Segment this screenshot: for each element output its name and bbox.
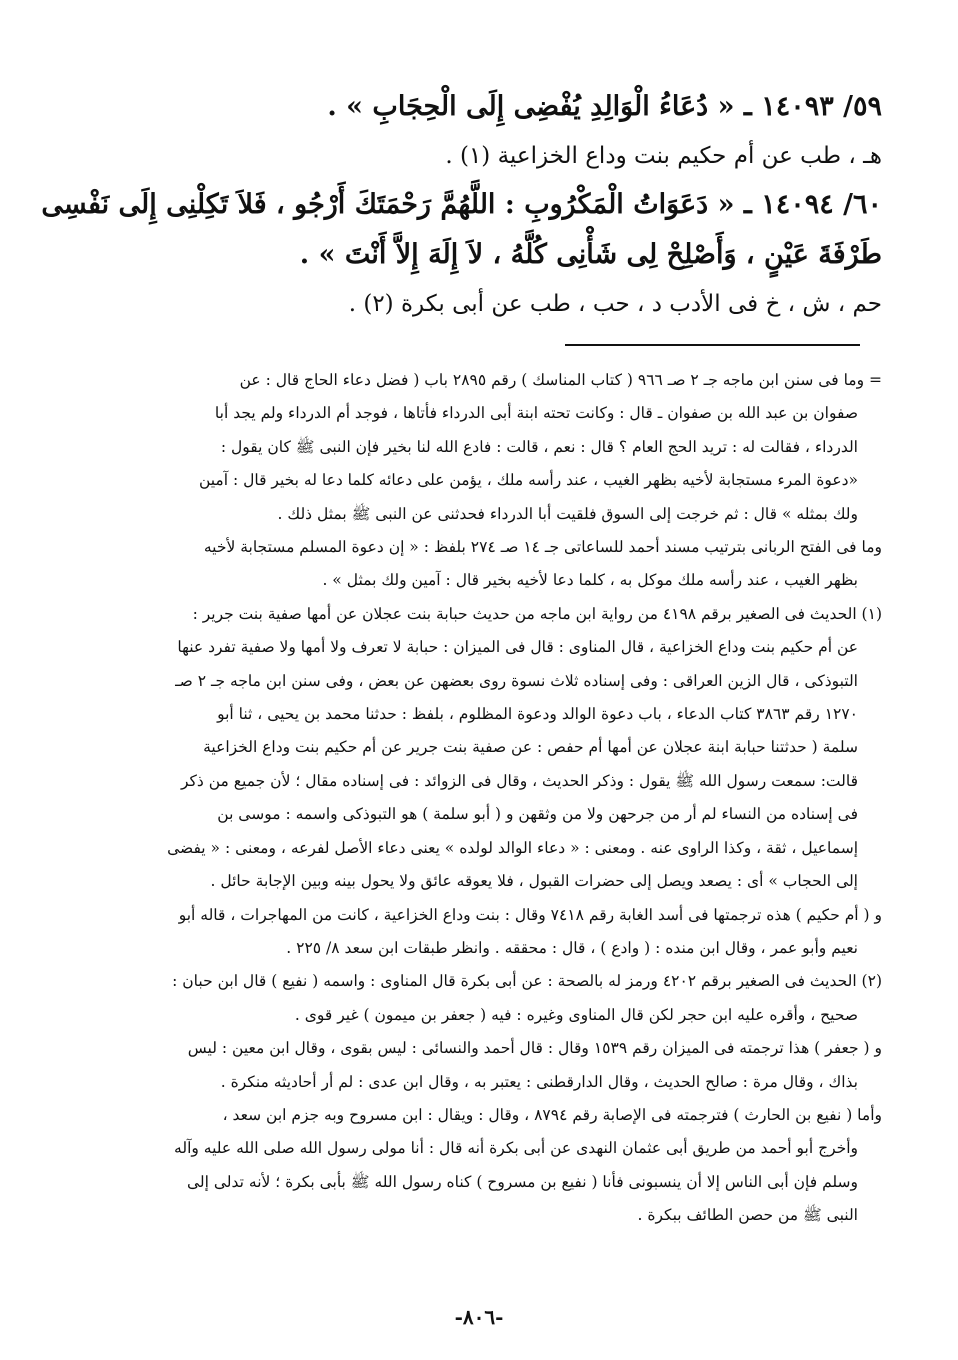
footnote-line: بظهر الغيب ، عند رأسه ملك موكل به ، كلما دعا لأخيه بخير قال : آمين ولك بمثل » . — [322, 571, 858, 590]
footnote-line: ولك بمثله » قال : ثم خرجت إلى السوق فلقيت أبا الدرداء فحدثنى عن النبى ﷺ بمثل ذلك . — [277, 504, 858, 523]
footnote-line: ١٢٧٠ رقم ٣٨٦٣ كتاب الدعاء ، باب دعوة الوالد ودعوة المظلوم ، بلفظ : حدثنا محمد بن يحيى ، ثنا أبو — [217, 705, 858, 724]
footnote-line: عن أم حكيم بنت وداع الخزاعية ، قال المناوى : قال فى الميزان : حبابة لا تعرف ولا أمها ولا صفية تفرد عنها — [177, 638, 858, 657]
footnote-line: وسلم فإن أبى الناس إلا أن ينسبونى فأنا ( نفيع بن مسروح ) كناه رسول الله ﷺ بأبى بكرة ؛ لأنه تدلى إلى — [186, 1172, 858, 1191]
footnote-line: إسماعيل ، ثقة ، وكذا الراوى عنه . ومعنى : « دعاء الوالد لولده » يعنى دعاء الأصل لفرعه ، ومعنى : « يفضى — [167, 838, 858, 857]
page-number: -٨٠٦- — [454, 1305, 504, 1329]
hadith-60-line-1: ٦٠/ ١٤٠٩٤ ـ « دَعَوَاتُ الْمَكْرُوبِ : اللَّهُمَّ رَحْمَتَكَ أَرْجُو ، فَلاَ تَكِلْنِى إِلَى نَفْسِى — [41, 189, 882, 220]
footnote-line: فى إسناده من النساء لم أر من جرحهن ولا من وثقهن و ( أبو سلمة ) هو التبوذكى واسمه : موسى بن — [217, 805, 858, 824]
footnote-line: وأما ( نفيع بن الحارث ) فترجمته فى الإصابة رقم ٨٧٩٤ ، وقال : ويقال : ابن مسروح وبه جزم ابن سعد ، — [222, 1105, 882, 1124]
footnote-line: (٢) الحديث فى الصغير برقم ٤٢٠٢ ورمز له بالصحة : عن أبى بكرة قال المناوى : واسمه ( نفيع ) قال ابن حبان : — [172, 972, 882, 991]
hadith-59-source: هـ ، طب عن أم حكيم بنت وداع الخزاعية (١) . — [445, 143, 882, 169]
footnote-line: و ( جعفر ) هذا ترجمته فى الميزان رقم ١٥٣٩ وقال : قال أحمد والنسائى : ليس بقوى ، وقال ابن معين : ليس — [187, 1039, 882, 1058]
footnote-line: بذاك ، وقال مرة : صالح الحديث ، وقال الدارقطنى : يعتبر به ، وقال ابن عدى : لم أر أحاديثه منكرة . — [220, 1072, 858, 1091]
footnote-line: سلمة ( حدثتنا حبابة ابنة عجلان عن أمها أم حفص : عن صفية بنت جرير عن أم حكيم بنت وداع الخزاعية — [203, 738, 858, 757]
footnote-line: (١) الحديث فى الصغير برقم ٤١٩٨ من رواية ابن ماجه من حديث حبابة بنت عجلان عن أمها صفية بنت جرير : — [192, 604, 882, 623]
main-text — [41, 82, 882, 328]
hadith-60-line-2: طَرْفَةَ عَيْنٍ ، وَأَصْلِحْ لِى شَأْنِى كُلَّهُ ، لاَ إِلَهَ إِلاَّ أَنْتَ » . — [299, 239, 882, 270]
footnote-line: النبى ﷺ من حصن الطائف ببكرة . — [637, 1206, 858, 1225]
footnote-line: الدرداء ، فقالت له : تريد الحج العام ؟ قال : نعم ، قالت : فادع الله لنا بخير فإن النبى ﷺ كان يقول : — [220, 437, 858, 456]
footnote-line: = وما فى سنن ابن ماجه جـ ٢ صـ ٩٦٦ ( كتاب المناسك ) رقم ٢٨٩٥ باب ( فضل دعاء الحاج قال : عن — [239, 371, 882, 389]
hadith-60-source: حم ، ش ، خ فى الأدب د ، حب ، طب عن أبى بكرة (٢) . — [348, 291, 882, 317]
footnote-line: وأخرج أبو أحمد من طريق أبى عثمان النهدى عن أبى بكرة أنه قال : أنا مولى رسول الله صلى الله عليه وآله — [174, 1139, 858, 1158]
footnote-line: وما فى الفتح الربانى بترتيب مسند أحمد للساعاتى جـ ١٤ صـ ٢٧٤ بلفظ : « إن دعوة المسلم مستجابة لأخيه — [203, 538, 882, 557]
footnote-line: «دعوة المرء مستجابة لأخيه بظهر الغيب ، عند رأسه ملك ، يؤمن على دعائه كلما دعا له بخير قال : آمين — [198, 471, 858, 490]
footnote-line: إلى الحجاب » أى : يصعد ويصل إلى حضرات القبول ، فلا يعوقه عائق ولا يحول بينه وبين الإجابة حائل . — [210, 872, 858, 891]
footnotes — [82, 364, 882, 1233]
footnote-separator — [565, 344, 860, 346]
footnote-line: صفوان بن عبد الله بن صفوان ـ قال : وكانت تحته ابنة أبى الدرداء فأتاها ، فوجد أم الدرداء ولم يجد أبا — [214, 404, 858, 423]
hadith-59: ٥٩/ ١٤٠٩٣ ـ « دُعَاءُ الْوَالِدِ يُفْضِى إِلَى الْحِجَابِ » . — [327, 91, 882, 122]
footnote-line: و ( أم حكيم ) هذه ترجمتها فى أسد الغابة رقم ٧٤١٨ وقال : بنت وداع الخزاعية ، كانت من المهاجرات ، قاله أبو — [178, 905, 882, 924]
footnote-line: التبوذكى ، قال الزين العراقى : وفى إسناده ثلاث نسوة روى بعضهن عن بعض ، وفى سنن ابن ماجه جـ ٢ صـ — [175, 671, 858, 690]
footnote-line: قالت: سمعت رسول الله ﷺ يقول : وذكر الحديث ، وقال فى الزوائد : فى إسناده مقال ؛ لأن جميع من ذكر — [181, 771, 858, 790]
footnote-line: نعيم وأبو عمر ، وقال ابن منده : ( وادع ) ، قال : محققه . وانظر طبقات ابن سعد ٨/ ٢٢٥ . — [286, 938, 858, 957]
footnote-line: صحيح ، وأقره عليه ابن حجر لكن قال المناوى وغيره : فيه ( جعفر بن ميمون ) غير قوى . — [294, 1005, 858, 1024]
